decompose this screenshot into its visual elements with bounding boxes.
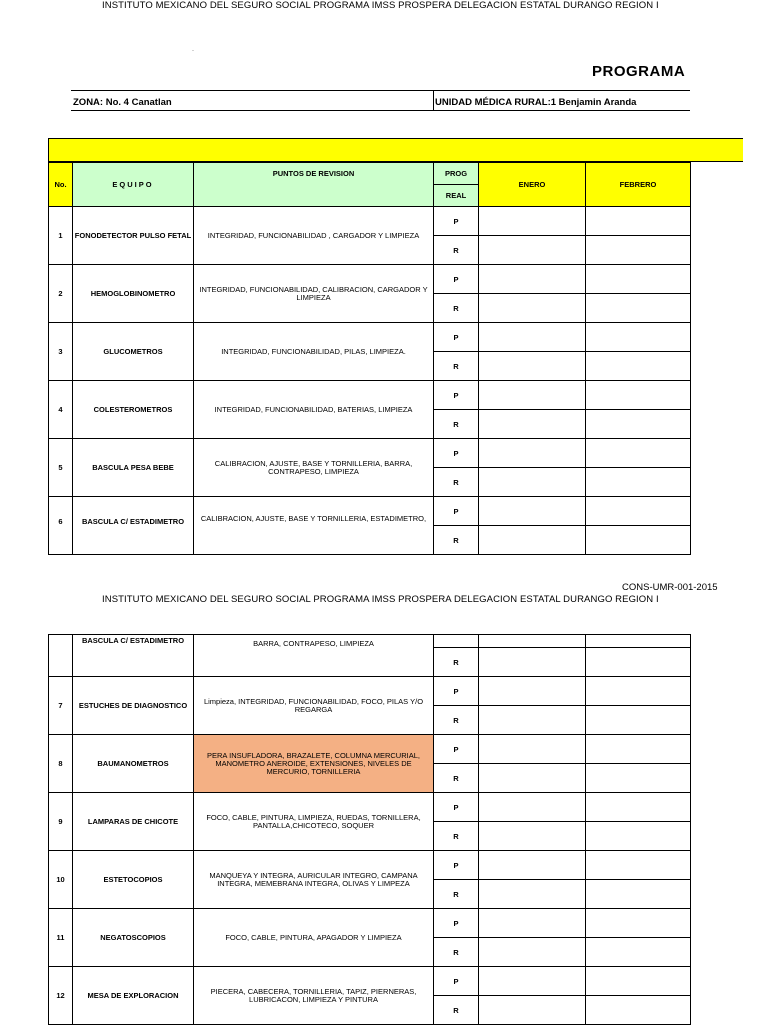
review-points-highlighted: PERA INSUFLADORA, BRAZALETE, COLUMNA MERCURIAL, MANOMETRO ANEROIDE, EXTENSIONES, NIVELES DE MERCURIO, TORNILLERIA xyxy=(194,735,434,793)
real-mark: R xyxy=(434,706,479,735)
enero-cell[interactable] xyxy=(479,880,586,909)
inspection-table xyxy=(48,162,691,555)
enero-cell[interactable] xyxy=(479,381,586,410)
febrero-cell[interactable] xyxy=(586,822,691,851)
institute-header-line: INSTITUTO MEXICANO DEL SEGURO SOCIAL PROGRAMA IMSS PROSPERA DELEGACION ESTATAL DURANGO REGION I xyxy=(102,0,659,11)
equipment-name: BAUMANOMETROS xyxy=(73,735,194,793)
febrero-cell[interactable] xyxy=(586,967,691,996)
review-points: PIECERA, CABECERA, TORNILLERIA, TAPIZ, PIERNERAS, LUBRICACON, LIMPIEZA Y PINTURA xyxy=(194,967,434,1025)
prog-mark: P xyxy=(434,851,479,880)
zona-unidad-line xyxy=(71,90,690,111)
enero-cell[interactable] xyxy=(479,265,586,294)
row-number: 11 xyxy=(49,909,73,967)
enero-cell[interactable] xyxy=(479,764,586,793)
febrero-cell[interactable] xyxy=(586,265,691,294)
review-points: INTEGRIDAD, FUNCIONABILIDAD, CALIBRACION, CARGADOR Y LIMPIEZA xyxy=(194,265,434,323)
febrero-cell[interactable] xyxy=(586,294,691,323)
enero-cell[interactable] xyxy=(479,677,586,706)
header-equipo: EQUIPO xyxy=(73,163,194,207)
prog-mark: P xyxy=(434,967,479,996)
row-number xyxy=(49,635,73,677)
meta-divider xyxy=(433,91,434,110)
enero-cell[interactable] xyxy=(479,236,586,265)
febrero-cell[interactable] xyxy=(586,439,691,468)
real-mark: R xyxy=(434,410,479,439)
real-mark: R xyxy=(434,468,479,497)
equipment-name: GLUCOMETROS xyxy=(73,323,194,381)
review-points: MANQUEYA Y INTEGRA, AURICULAR INTEGRO, CAMPANA INTEGRA, MEMEBRANA INTEGRA, OLIVAS Y LIMPEZA xyxy=(194,851,434,909)
equipment-name: HEMOGLOBINOMETRO xyxy=(73,265,194,323)
enero-cell[interactable] xyxy=(479,439,586,468)
review-points: BARRA, CONTRAPESO, LIMPIEZA xyxy=(194,635,434,677)
enero-cell[interactable] xyxy=(479,207,586,236)
header-prog: PROG xyxy=(434,163,479,185)
febrero-cell[interactable] xyxy=(586,648,691,677)
prog-mark: P xyxy=(434,381,479,410)
header-puntos: PUNTOS DE REVISION xyxy=(194,163,434,207)
real-mark: R xyxy=(434,764,479,793)
equipment-name: BASCULA PESA BEBE xyxy=(73,439,194,497)
enero-cell[interactable] xyxy=(479,294,586,323)
row-number: 12 xyxy=(49,967,73,1025)
equipment-name: BASCULA C/ ESTADIMETRO xyxy=(73,497,194,555)
equipment-name: LAMPARAS DE CHICOTE xyxy=(73,793,194,851)
equipment-name: NEGATOSCOPIOS xyxy=(73,909,194,967)
real-mark: R xyxy=(434,648,479,677)
document-code: CONS-UMR-001-2015 xyxy=(622,582,718,593)
row-number: 3 xyxy=(49,323,73,381)
review-points: FOCO, CABLE, PINTURA, APAGADOR Y LIMPIEZA xyxy=(194,909,434,967)
enero-cell[interactable] xyxy=(479,323,586,352)
febrero-cell[interactable] xyxy=(586,207,691,236)
febrero-cell[interactable] xyxy=(586,764,691,793)
row-number: 2 xyxy=(49,265,73,323)
enero-cell[interactable] xyxy=(479,851,586,880)
enero-cell[interactable] xyxy=(479,526,586,555)
febrero-cell[interactable] xyxy=(586,236,691,265)
febrero-cell[interactable] xyxy=(586,880,691,909)
febrero-cell[interactable] xyxy=(586,851,691,880)
header-real: REAL xyxy=(434,185,479,207)
prog-mark: P xyxy=(434,265,479,294)
prog-mark: P xyxy=(434,497,479,526)
row-number: 7 xyxy=(49,677,73,735)
real-mark: R xyxy=(434,822,479,851)
enero-cell[interactable] xyxy=(479,735,586,764)
review-points: INTEGRIDAD, FUNCIONABILIDAD , CARGADOR Y LIMPIEZA xyxy=(194,207,434,265)
table-page1 xyxy=(48,162,691,545)
real-mark: R xyxy=(434,526,479,555)
real-mark: R xyxy=(434,996,479,1025)
dot-mark: · xyxy=(192,48,194,54)
equipment-name: BASCULA C/ ESTADIMETRO xyxy=(73,635,194,677)
row-number: 4 xyxy=(49,381,73,439)
enero-cell[interactable] xyxy=(479,822,586,851)
real-mark: R xyxy=(434,236,479,265)
enero-cell[interactable] xyxy=(479,996,586,1025)
prog-mark: P xyxy=(434,909,479,938)
enero-cell[interactable] xyxy=(479,909,586,938)
real-mark: R xyxy=(434,352,479,381)
row-number: 5 xyxy=(49,439,73,497)
enero-cell[interactable] xyxy=(479,410,586,439)
unidad-label: UNIDAD MÉDICA RURAL:1 Benjamin Aranda xyxy=(435,97,637,108)
febrero-cell[interactable] xyxy=(586,909,691,938)
febrero-cell[interactable] xyxy=(586,793,691,822)
zona-label: ZONA: No. 4 Canatlan xyxy=(73,97,172,108)
equipment-name: COLESTEROMETROS xyxy=(73,381,194,439)
header-enero: ENERO xyxy=(479,163,586,207)
febrero-cell[interactable] xyxy=(586,497,691,526)
prog-mark xyxy=(434,635,479,648)
review-points: INTEGRIDAD, FUNCIONABILIDAD, PILAS, LIMPIEZA. xyxy=(194,323,434,381)
review-points: CALIBRACION, AJUSTE, BASE Y TORNILLERIA, BARRA, CONTRAPESO, LIMPIEZA xyxy=(194,439,434,497)
febrero-cell[interactable] xyxy=(586,410,691,439)
yellow-header-band xyxy=(48,138,743,162)
febrero-cell[interactable] xyxy=(586,938,691,967)
prog-mark: P xyxy=(434,207,479,236)
prog-mark: P xyxy=(434,677,479,706)
febrero-cell[interactable] xyxy=(586,526,691,555)
febrero-cell[interactable] xyxy=(586,352,691,381)
real-mark: R xyxy=(434,294,479,323)
enero-cell[interactable] xyxy=(479,497,586,526)
program-title: PROGRAMA xyxy=(592,63,686,80)
enero-cell[interactable] xyxy=(479,635,586,648)
row-number: 8 xyxy=(49,735,73,793)
header-no: No. xyxy=(49,163,73,207)
row-number: 10 xyxy=(49,851,73,909)
real-mark: R xyxy=(434,880,479,909)
enero-cell[interactable] xyxy=(479,468,586,497)
enero-cell[interactable] xyxy=(479,793,586,822)
inspection-table-continued xyxy=(48,634,691,1025)
review-points: Limpieza, INTEGRIDAD, FUNCIONABILIDAD, FOCO, PILAS Y/O REGARGA xyxy=(194,677,434,735)
real-mark: R xyxy=(434,938,479,967)
row-number: 6 xyxy=(49,497,73,555)
prog-mark: P xyxy=(434,323,479,352)
febrero-cell[interactable] xyxy=(586,735,691,764)
febrero-cell[interactable] xyxy=(586,677,691,706)
equipment-name: FONODETECTOR PULSO FETAL xyxy=(73,207,194,265)
institute-header-line-2: INSTITUTO MEXICANO DEL SEGURO SOCIAL PROGRAMA IMSS PROSPERA DELEGACION ESTATAL DURANGO REGION I xyxy=(102,594,659,605)
review-points: INTEGRIDAD, FUNCIONABILIDAD, BATERIAS, LIMPIEZA xyxy=(194,381,434,439)
enero-cell[interactable] xyxy=(479,706,586,735)
enero-cell[interactable] xyxy=(479,967,586,996)
febrero-cell[interactable] xyxy=(586,381,691,410)
equipment-name: ESTUCHES DE DIAGNOSTICO xyxy=(73,677,194,735)
febrero-cell[interactable] xyxy=(586,996,691,1025)
equipment-name: ESTETOCOPIOS xyxy=(73,851,194,909)
febrero-cell[interactable] xyxy=(586,323,691,352)
prog-mark: P xyxy=(434,793,479,822)
febrero-cell[interactable] xyxy=(586,706,691,735)
enero-cell[interactable] xyxy=(479,352,586,381)
febrero-cell[interactable] xyxy=(586,635,691,648)
review-points: CALIBRACION, AJUSTE, BASE Y TORNILLERIA, ESTADIMETRO, xyxy=(194,497,434,555)
febrero-cell[interactable] xyxy=(586,468,691,497)
enero-cell[interactable] xyxy=(479,938,586,967)
enero-cell[interactable] xyxy=(479,648,586,677)
review-points: FOCO, CABLE, PINTURA, LIMPIEZA, RUEDAS, TORNILLERA, PANTALLA,CHICOTECO, SOQUER xyxy=(194,793,434,851)
prog-mark: P xyxy=(434,439,479,468)
equipment-name: MESA DE EXPLORACION xyxy=(73,967,194,1025)
row-number: 1 xyxy=(49,207,73,265)
prog-mark: P xyxy=(434,735,479,764)
table-page2 xyxy=(48,636,691,1024)
header-febrero: FEBRERO xyxy=(586,163,691,207)
row-number: 9 xyxy=(49,793,73,851)
